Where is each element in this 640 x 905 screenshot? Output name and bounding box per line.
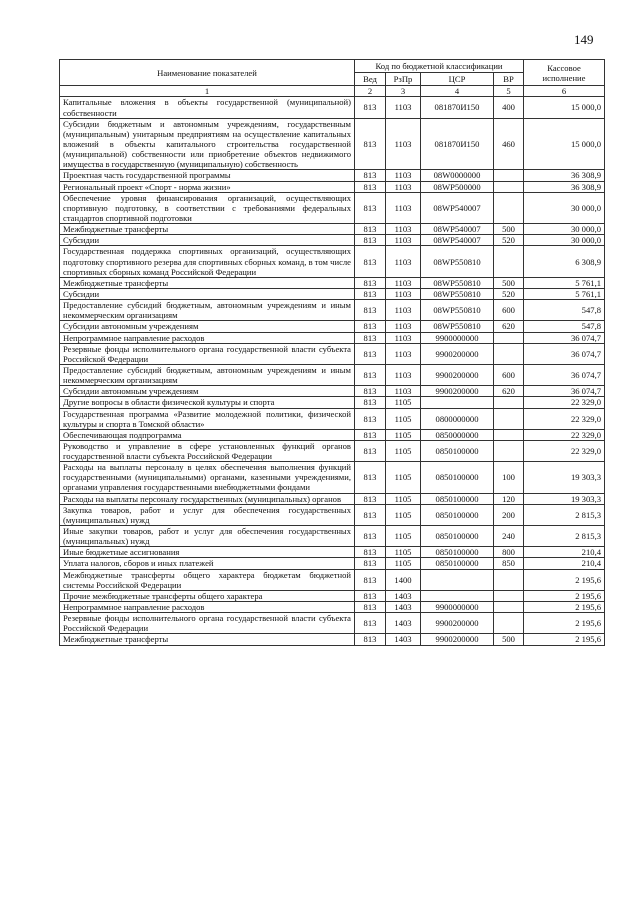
row-name-cell: Межбюджетные трансферты (60, 277, 355, 288)
row-rzpr-cell: 1403 (386, 613, 421, 634)
row-name-cell: Государственная поддержка спортивных организаций, осуществляющих подготовку спортивного резерва для спортивных сборных команд, в том числе спортивных сборных команд Российской Федерации (60, 246, 355, 277)
row-csr-cell (421, 569, 494, 590)
row-rzpr-cell: 1403 (386, 602, 421, 613)
row-amount-cell: 36 074,7 (524, 386, 605, 397)
row-amount-cell: 210,4 (524, 547, 605, 558)
col-num: 6 (524, 86, 605, 97)
row-vr-cell: 500 (494, 277, 524, 288)
row-csr-cell: 9900200000 (421, 386, 494, 397)
row-name-cell: Проектная часть государственной программы (60, 170, 355, 181)
row-vr-cell: 240 (494, 526, 524, 547)
row-rzpr-cell: 1103 (386, 181, 421, 192)
row-csr-cell: 9900000000 (421, 332, 494, 343)
row-vr-cell: 620 (494, 386, 524, 397)
row-csr-cell: 0850100000 (421, 547, 494, 558)
table-row (60, 224, 605, 235)
row-csr-cell: 0850100000 (421, 440, 494, 461)
table-row (60, 97, 605, 118)
row-vr-cell (494, 602, 524, 613)
row-amount-cell: 2 815,3 (524, 504, 605, 525)
row-amount-cell: 36 074,7 (524, 364, 605, 385)
header-code-group: Код по бюджетной классификации (355, 60, 524, 73)
row-rzpr-cell: 1105 (386, 547, 421, 558)
row-vr-cell (494, 181, 524, 192)
row-rzpr-cell: 1103 (386, 192, 421, 223)
row-name-cell: Иные бюджетные ассигнования (60, 547, 355, 558)
row-name-cell: Региональный проект «Спорт - норма жизни» (60, 181, 355, 192)
row-name-cell: Обеспечивающая подпрограмма (60, 429, 355, 440)
row-amount-cell: 30 000,0 (524, 192, 605, 223)
row-name-cell: Субсидии бюджетным и автономным учреждениям, государственным (муниципальным) унитарным предприятиям на осуществление капитальных вложений в объекты капитального строительства государственной (муниципальной) собственности или приобретение объектов недвижимого имущества в государственную (муниципальную) собственность (60, 118, 355, 170)
row-name-cell: Предоставление субсидий бюджетным, автономным учреждениям и иным некоммерческим организациям (60, 364, 355, 385)
row-csr-cell: 9900200000 (421, 613, 494, 634)
row-ved-cell: 813 (355, 569, 386, 590)
row-csr-cell: 0850100000 (421, 462, 494, 493)
row-csr-cell: 08WP550810 (421, 300, 494, 321)
row-rzpr-cell: 1105 (386, 440, 421, 461)
row-csr-cell: 9900200000 (421, 343, 494, 364)
row-ved-cell: 813 (355, 462, 386, 493)
row-rzpr-cell: 1105 (386, 526, 421, 547)
row-ved-cell: 813 (355, 558, 386, 569)
row-vr-cell (494, 343, 524, 364)
table-row (60, 493, 605, 504)
header-csr: ЦСР (421, 73, 494, 86)
col-num: 1 (60, 86, 355, 97)
row-amount-cell: 2 195,6 (524, 613, 605, 634)
col-num: 2 (355, 86, 386, 97)
row-vr-cell: 100 (494, 462, 524, 493)
row-csr-cell: 0850100000 (421, 493, 494, 504)
row-rzpr-cell: 1103 (386, 321, 421, 332)
row-name-cell: Резервные фонды исполнительного органа государственной власти субъекта Российской Федерации (60, 613, 355, 634)
row-name-cell: Субсидии автономным учреждениям (60, 321, 355, 332)
row-vr-cell: 520 (494, 235, 524, 246)
row-ved-cell: 813 (355, 493, 386, 504)
row-vr-cell (494, 590, 524, 601)
row-rzpr-cell: 1103 (386, 386, 421, 397)
row-vr-cell (494, 332, 524, 343)
row-vr-cell: 500 (494, 224, 524, 235)
row-name-cell: Субсидии (60, 288, 355, 299)
row-vr-cell (494, 170, 524, 181)
row-rzpr-cell: 1105 (386, 558, 421, 569)
row-amount-cell: 30 000,0 (524, 235, 605, 246)
row-vr-cell (494, 192, 524, 223)
row-rzpr-cell: 1103 (386, 343, 421, 364)
table-row (60, 397, 605, 408)
table-row (60, 634, 605, 645)
row-rzpr-cell: 1103 (386, 364, 421, 385)
row-amount-cell: 2 815,3 (524, 526, 605, 547)
row-csr-cell: 08WP500000 (421, 181, 494, 192)
row-vr-cell: 600 (494, 364, 524, 385)
table-row (60, 602, 605, 613)
row-amount-cell: 22 329,0 (524, 440, 605, 461)
row-amount-cell: 2 195,6 (524, 569, 605, 590)
row-name-cell: Закупка товаров, работ и услуг для обеспечения государственных (муниципальных) нужд (60, 504, 355, 525)
header-name: Наименование показателей (60, 60, 355, 86)
table-row (60, 321, 605, 332)
row-ved-cell: 813 (355, 332, 386, 343)
row-name-cell: Субсидии (60, 235, 355, 246)
row-ved-cell: 813 (355, 613, 386, 634)
row-amount-cell: 30 000,0 (524, 224, 605, 235)
table-row (60, 181, 605, 192)
row-csr-cell: 9900200000 (421, 364, 494, 385)
row-amount-cell: 36 308,9 (524, 181, 605, 192)
row-ved-cell: 813 (355, 590, 386, 601)
row-rzpr-cell: 1105 (386, 504, 421, 525)
col-num: 3 (386, 86, 421, 97)
row-vr-cell (494, 429, 524, 440)
row-rzpr-cell: 1103 (386, 170, 421, 181)
row-vr-cell (494, 246, 524, 277)
row-csr-cell: 9900200000 (421, 634, 494, 645)
row-name-cell: Другие вопросы в области физической культуры и спорта (60, 397, 355, 408)
row-name-cell: Уплата налогов, сборов и иных платежей (60, 558, 355, 569)
row-csr-cell: 08WP540007 (421, 235, 494, 246)
row-ved-cell: 813 (355, 634, 386, 645)
row-name-cell: Резервные фонды исполнительного органа государственной власти субъекта Российской Федерации (60, 343, 355, 364)
row-rzpr-cell: 1400 (386, 569, 421, 590)
row-amount-cell: 22 329,0 (524, 408, 605, 429)
table-row (60, 462, 605, 493)
row-name-cell: Субсидии автономным учреждениям (60, 386, 355, 397)
row-ved-cell: 813 (355, 181, 386, 192)
row-vr-cell (494, 569, 524, 590)
row-ved-cell: 813 (355, 192, 386, 223)
row-rzpr-cell: 1103 (386, 288, 421, 299)
row-csr-cell: 08WP550810 (421, 277, 494, 288)
table-row (60, 386, 605, 397)
table-row (60, 277, 605, 288)
col-num: 5 (494, 86, 524, 97)
table-row (60, 235, 605, 246)
table-row (60, 429, 605, 440)
row-ved-cell: 813 (355, 602, 386, 613)
row-amount-cell: 5 761,1 (524, 277, 605, 288)
row-csr-cell: 08WP550810 (421, 321, 494, 332)
col-num: 4 (421, 86, 494, 97)
row-csr-cell: 0850100000 (421, 504, 494, 525)
row-vr-cell: 200 (494, 504, 524, 525)
row-name-cell: Прочие межбюджетные трансферты общего характера (60, 590, 355, 601)
table-row (60, 288, 605, 299)
row-amount-cell: 2 195,6 (524, 590, 605, 601)
row-amount-cell: 36 074,7 (524, 332, 605, 343)
row-ved-cell: 813 (355, 440, 386, 461)
row-ved-cell: 813 (355, 235, 386, 246)
row-vr-cell: 460 (494, 118, 524, 170)
table-row (60, 246, 605, 277)
row-ved-cell: 813 (355, 288, 386, 299)
header-vr: ВР (494, 73, 524, 86)
budget-table (59, 59, 605, 646)
table-row (60, 170, 605, 181)
row-csr-cell: 081870И150 (421, 118, 494, 170)
row-amount-cell: 19 303,3 (524, 493, 605, 504)
row-rzpr-cell: 1103 (386, 277, 421, 288)
row-rzpr-cell: 1103 (386, 246, 421, 277)
row-ved-cell: 813 (355, 246, 386, 277)
row-rzpr-cell: 1103 (386, 97, 421, 118)
row-name-cell: Межбюджетные трансферты общего характера бюджетам бюджетной системы Российской Федерации (60, 569, 355, 590)
row-ved-cell: 813 (355, 300, 386, 321)
row-ved-cell: 813 (355, 547, 386, 558)
row-rzpr-cell: 1103 (386, 118, 421, 170)
row-name-cell: Расходы на выплаты персоналу в целях обеспечения выполнения функций государственными (муниципальными) органами, казенными учреждениями, органами управления государственными внебюджетными фондами (60, 462, 355, 493)
row-csr-cell: 081870И150 (421, 97, 494, 118)
row-ved-cell: 813 (355, 408, 386, 429)
row-amount-cell: 36 308,9 (524, 170, 605, 181)
table-row (60, 118, 605, 170)
row-vr-cell (494, 397, 524, 408)
table-row (60, 547, 605, 558)
row-vr-cell (494, 408, 524, 429)
row-amount-cell: 22 329,0 (524, 429, 605, 440)
row-csr-cell (421, 590, 494, 601)
table-row (60, 300, 605, 321)
row-amount-cell: 19 303,3 (524, 462, 605, 493)
header-ved: Вед (355, 73, 386, 86)
table-row (60, 569, 605, 590)
row-amount-cell: 5 761,1 (524, 288, 605, 299)
row-ved-cell: 813 (355, 118, 386, 170)
row-amount-cell: 15 000,0 (524, 118, 605, 170)
row-csr-cell: 08WP550810 (421, 246, 494, 277)
row-amount-cell: 547,8 (524, 300, 605, 321)
row-ved-cell: 813 (355, 277, 386, 288)
table-row (60, 504, 605, 525)
row-csr-cell: 08WP540007 (421, 192, 494, 223)
row-name-cell: Непрограммное направление расходов (60, 332, 355, 343)
row-ved-cell: 813 (355, 526, 386, 547)
row-vr-cell (494, 440, 524, 461)
table-row (60, 364, 605, 385)
row-amount-cell: 15 000,0 (524, 97, 605, 118)
row-name-cell: Непрограммное направление расходов (60, 602, 355, 613)
row-vr-cell: 800 (494, 547, 524, 558)
row-vr-cell: 850 (494, 558, 524, 569)
row-vr-cell: 400 (494, 97, 524, 118)
row-rzpr-cell: 1105 (386, 493, 421, 504)
table-row (60, 558, 605, 569)
row-name-cell: Предоставление субсидий бюджетным, автономным учреждениям и иным некоммерческим организациям (60, 300, 355, 321)
row-rzpr-cell: 1103 (386, 300, 421, 321)
row-ved-cell: 813 (355, 364, 386, 385)
row-ved-cell: 813 (355, 321, 386, 332)
table-row (60, 343, 605, 364)
row-amount-cell: 210,4 (524, 558, 605, 569)
row-ved-cell: 813 (355, 429, 386, 440)
row-rzpr-cell: 1105 (386, 429, 421, 440)
row-name-cell: Иные закупки товаров, работ и услуг для обеспечения государственных (муниципальных) нужд (60, 526, 355, 547)
header-cash-execution: Кассовое исполнение (524, 60, 605, 86)
table-row (60, 590, 605, 601)
header-rzpr: РзПр (386, 73, 421, 86)
row-ved-cell: 813 (355, 170, 386, 181)
page-number: 149 (574, 32, 594, 47)
row-csr-cell: 0850100000 (421, 526, 494, 547)
row-rzpr-cell: 1103 (386, 235, 421, 246)
row-ved-cell: 813 (355, 397, 386, 408)
row-vr-cell: 120 (494, 493, 524, 504)
row-vr-cell: 600 (494, 300, 524, 321)
row-name-cell: Расходы на выплаты персоналу государственных (муниципальных) органов (60, 493, 355, 504)
row-csr-cell: 0850100000 (421, 558, 494, 569)
table-row (60, 526, 605, 547)
row-vr-cell (494, 613, 524, 634)
row-rzpr-cell: 1105 (386, 408, 421, 429)
row-csr-cell: 08W0000000 (421, 170, 494, 181)
row-amount-cell: 22 329,0 (524, 397, 605, 408)
row-name-cell: Государственная программа «Развитие молодежной политики, физической культуры и спорта в Томской области» (60, 408, 355, 429)
row-rzpr-cell: 1403 (386, 590, 421, 601)
row-ved-cell: 813 (355, 224, 386, 235)
row-vr-cell: 620 (494, 321, 524, 332)
row-amount-cell: 2 195,6 (524, 634, 605, 645)
row-ved-cell: 813 (355, 386, 386, 397)
row-name-cell: Капитальные вложения в объекты государственной (муниципальной) собственности (60, 97, 355, 118)
row-csr-cell: 0800000000 (421, 408, 494, 429)
row-rzpr-cell: 1105 (386, 397, 421, 408)
row-csr-cell: 08WP540007 (421, 224, 494, 235)
row-ved-cell: 813 (355, 97, 386, 118)
row-rzpr-cell: 1105 (386, 462, 421, 493)
row-name-cell: Обеспечение уровня финансирования организаций, осуществляющих спортивную подготовку, в соответствии с требованиями федеральных стандартов спортивной подготовки (60, 192, 355, 223)
row-amount-cell: 547,8 (524, 321, 605, 332)
table-row (60, 613, 605, 634)
row-vr-cell: 500 (494, 634, 524, 645)
row-rzpr-cell: 1103 (386, 224, 421, 235)
row-rzpr-cell: 1103 (386, 332, 421, 343)
row-ved-cell: 813 (355, 504, 386, 525)
row-csr-cell: 08WP550810 (421, 288, 494, 299)
row-amount-cell: 6 308,9 (524, 246, 605, 277)
column-numbers-row (60, 86, 605, 97)
row-ved-cell: 813 (355, 343, 386, 364)
row-amount-cell: 2 195,6 (524, 602, 605, 613)
row-name-cell: Межбюджетные трансферты (60, 224, 355, 235)
table-row (60, 440, 605, 461)
row-rzpr-cell: 1403 (386, 634, 421, 645)
row-csr-cell (421, 397, 494, 408)
row-name-cell: Руководство и управление в сфере установленных функций органов государственной власти субъекта Российской Федерации (60, 440, 355, 461)
row-name-cell: Межбюджетные трансферты (60, 634, 355, 645)
table-row (60, 192, 605, 223)
row-csr-cell: 0850000000 (421, 429, 494, 440)
row-vr-cell: 520 (494, 288, 524, 299)
row-csr-cell: 9900000000 (421, 602, 494, 613)
table-row (60, 408, 605, 429)
table-row (60, 332, 605, 343)
row-amount-cell: 36 074,7 (524, 343, 605, 364)
